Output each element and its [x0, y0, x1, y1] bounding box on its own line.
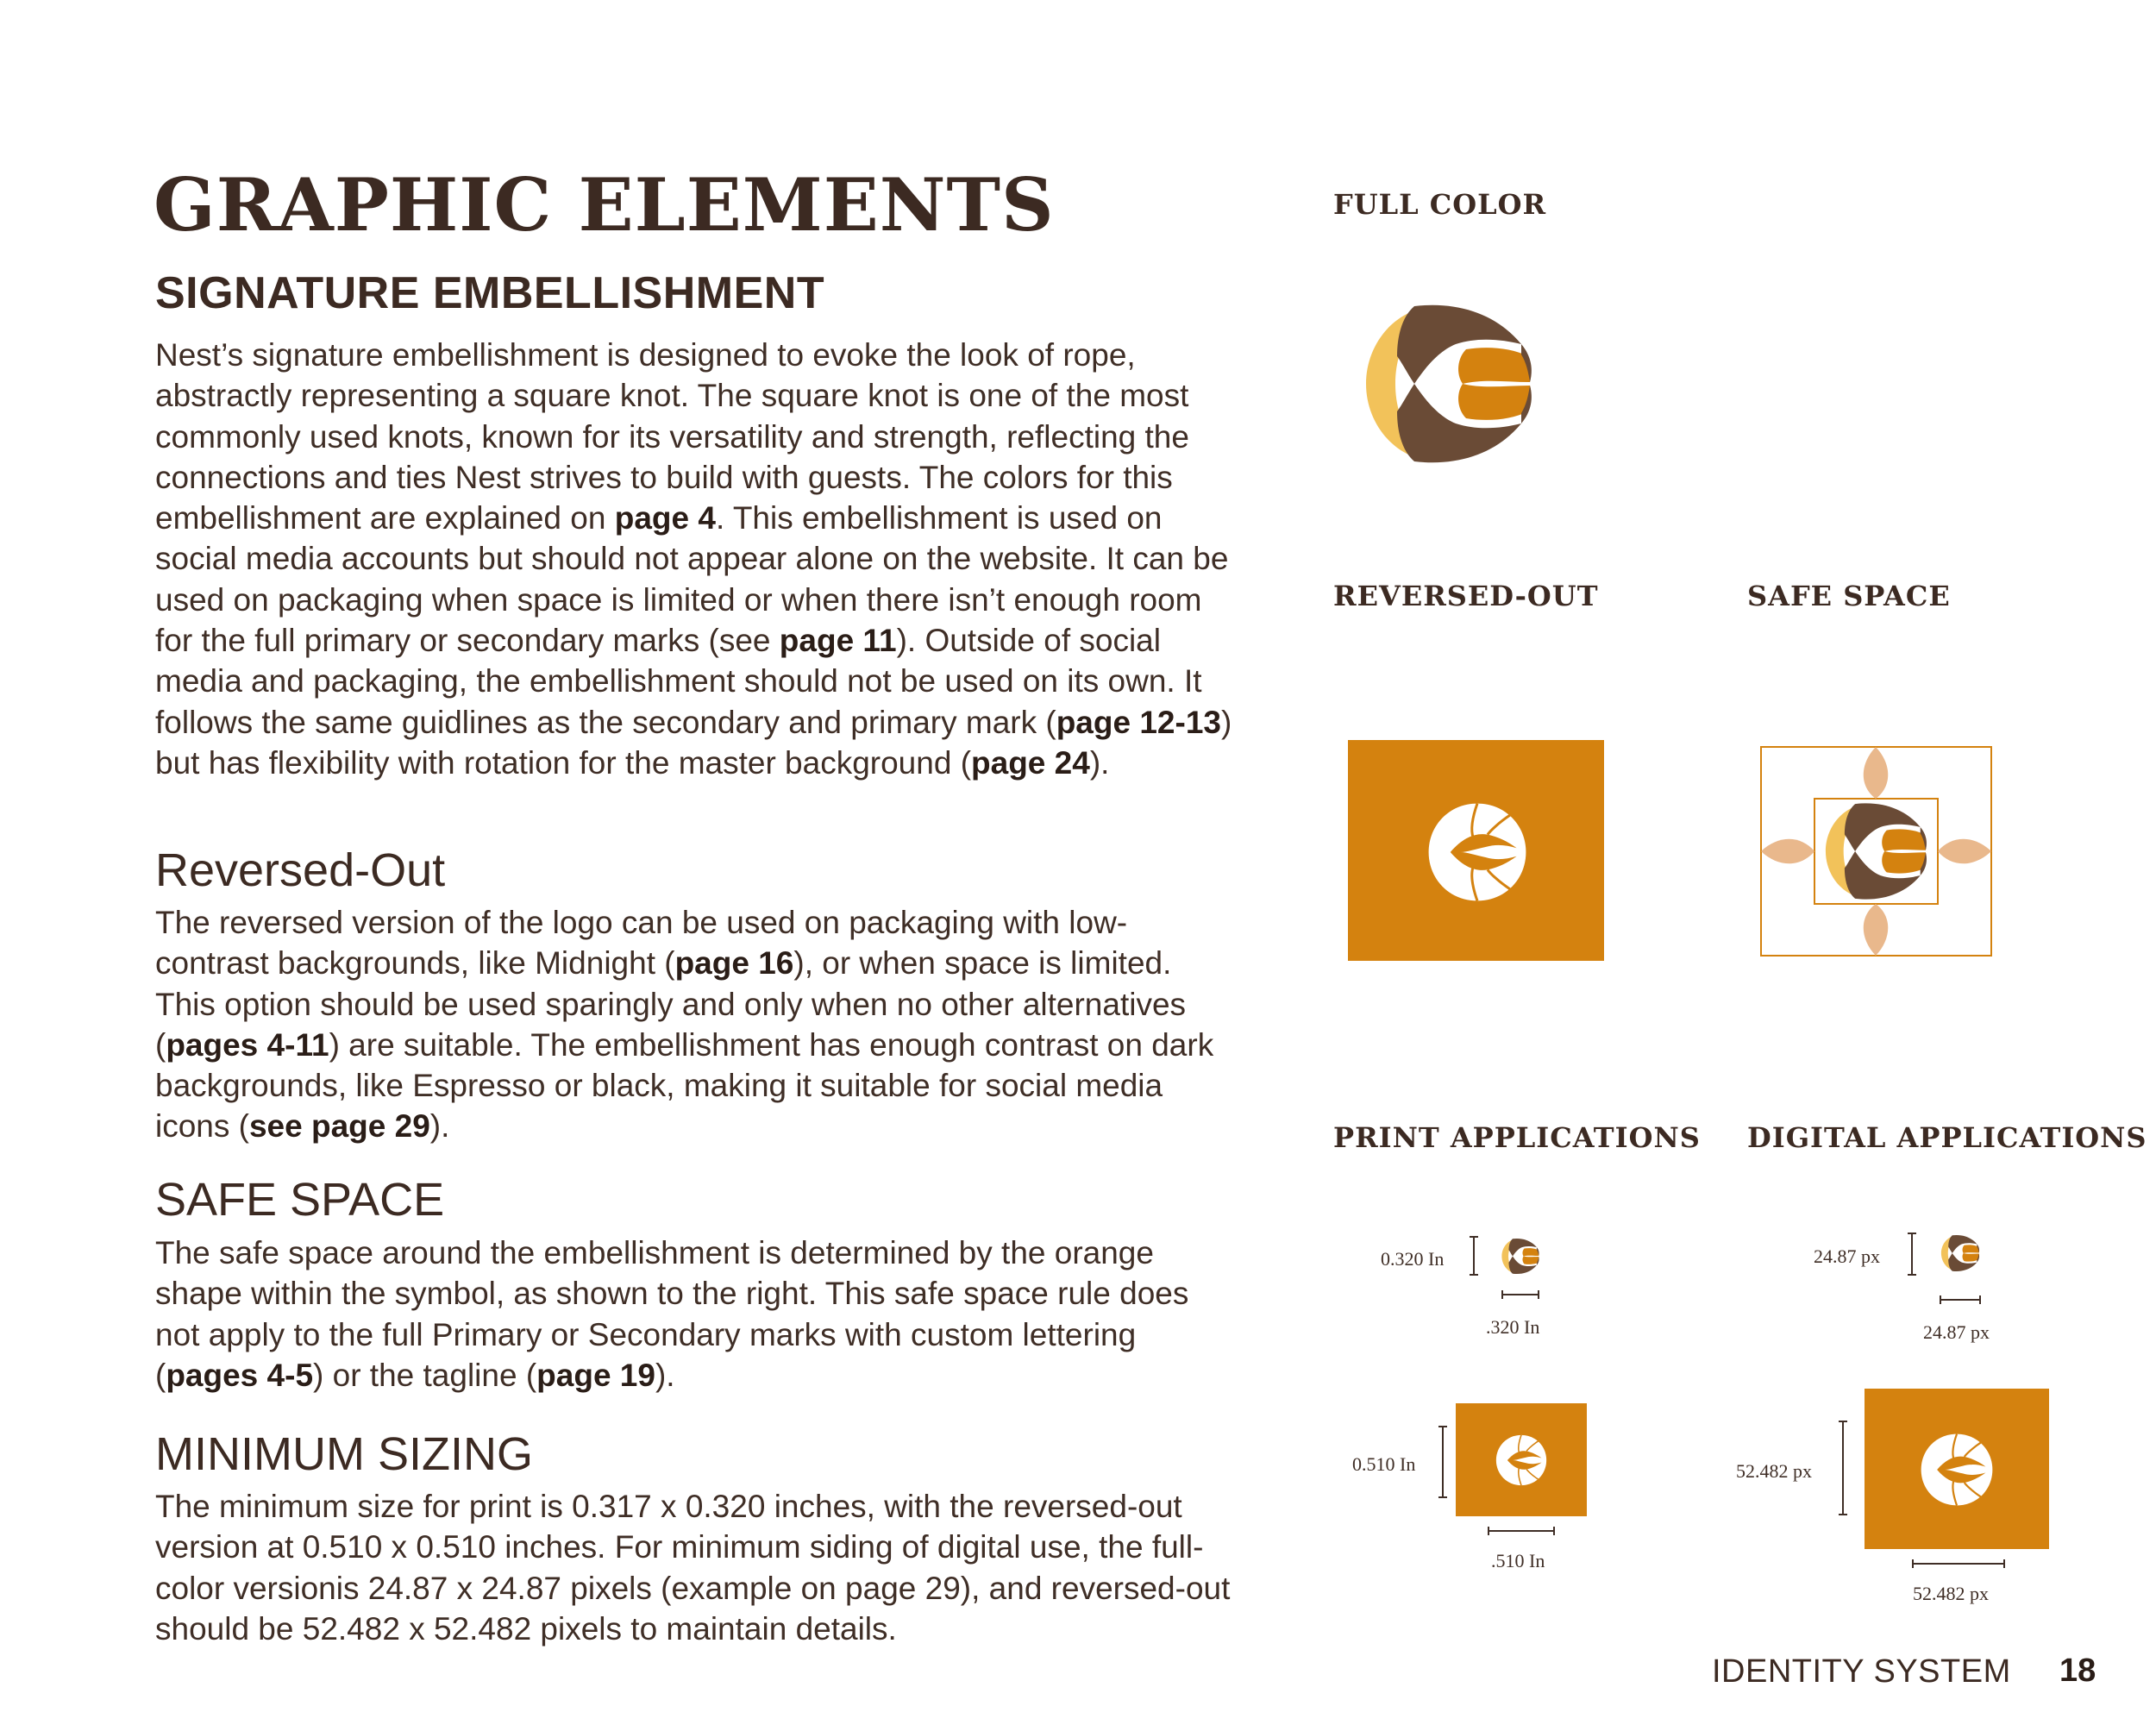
safe-heading: SAFE SPACE [155, 1174, 445, 1226]
full-color-knot-icon [1345, 298, 1552, 470]
page-reference: pages 4-11 [166, 1026, 329, 1063]
full-color-label: FULL COLOR [1333, 188, 1547, 221]
safe-space-label: SAFE SPACE [1747, 580, 1951, 612]
digital-small-width: 24.87 px [1923, 1321, 1990, 1343]
minimum-body: The minimum size for print is 0.317 x 0.320 inches, with the reversed-out version at 0.510 x 0.510 inches. For minimum siding of digital use, the full-color versionis 24.87 x 24.87 pixels (example on page 29), and reversed-out should be 52.482 x 52.482 pixels to maintain details. [155, 1489, 1231, 1647]
footer-title: IDENTITY SYSTEM [1712, 1653, 2011, 1690]
print-large-square [1456, 1403, 1587, 1516]
signature-heading: SIGNATURE EMBELLISHMENT [155, 268, 825, 318]
digital-applications-label: DIGITAL APPLICATIONS [1747, 1121, 2147, 1154]
print-small-knot-icon [1499, 1237, 1542, 1276]
print-small-vbracket [1468, 1235, 1480, 1276]
safe-space-diagram [1758, 743, 1995, 959]
page-reference: page 19 [536, 1357, 655, 1393]
reversed-heading: Reversed-Out [155, 844, 446, 896]
page-reference: page 11 [779, 623, 897, 659]
digital-small-knot-icon [1937, 1233, 1984, 1273]
print-large-height: 0.510 In [1352, 1453, 1416, 1475]
page-reference: pages 4-5 [166, 1357, 314, 1393]
page-reference: page 16 [674, 945, 794, 982]
print-large-width: .510 In [1491, 1550, 1545, 1571]
digital-large-width: 52.482 px [1913, 1583, 1989, 1604]
print-small-hbracket [1501, 1289, 1540, 1301]
digital-small-vbracket [1906, 1232, 1918, 1276]
print-small-width: .320 In [1486, 1316, 1540, 1338]
digital-large-hbracket [1911, 1558, 2006, 1570]
page-title: GRAPHIC ELEMENTS [154, 162, 1055, 248]
page-reference: page 24 [971, 744, 1090, 781]
reversed-knot-icon [1413, 800, 1542, 904]
digital-large-knot-icon [1910, 1432, 2003, 1508]
print-applications-label: PRINT APPLICATIONS [1333, 1121, 1701, 1154]
print-large-knot-icon [1489, 1433, 1554, 1487]
digital-large-height: 52.482 px [1736, 1460, 1812, 1482]
reversed-out-label: REVERSED-OUT [1333, 580, 1599, 612]
page-reference: page 12-13 [1056, 704, 1221, 740]
minimum-heading: MINIMUM SIZING [155, 1428, 533, 1480]
digital-large-vbracket [1837, 1420, 1849, 1516]
page-reference: page 4 [614, 500, 716, 536]
print-large-hbracket [1487, 1525, 1556, 1537]
print-small-height: 0.320 In [1381, 1248, 1445, 1270]
page-reference: see page 29 [248, 1108, 430, 1145]
signature-body: Nest’s signature embellishment is designed to evoke the look of rope, abstractly representing a square knot. The square knot is one of the most commonly used knots, known for its versatility and strength, reflecting the connections and ties Nest strives to build with guests. The colors for this embellishment are explained on page 4. This embellishment is used on social media accounts but should not appear alone on the website. It can be used on packaging when space is limited or when there isn’t enough room for the full primary or secondary marks (see page 11). Outside of social media and packaging, the embellishment should not be used on its own. It follows the same guidlines as the secondary and primary mark (page 12-13) but has flexibility with rotation for the master background (page 24). [155, 337, 1232, 781]
digital-small-height: 24.87 px [1814, 1245, 1880, 1267]
page-number: 18 [2059, 1653, 2096, 1689]
digital-large-square [1865, 1389, 2049, 1549]
print-large-vbracket [1437, 1425, 1449, 1499]
safe-body: The safe space around the embellishment is determined by the orange shape within the symbol, as shown to the right. This safe space rule does not apply to the full Primary or Secondary marks with custom lettering (pages 4-5) or the tagline (page 19). [155, 1235, 1189, 1393]
reversed-body: The reversed version of the logo can be used on packaging with low-contrast backgrounds, like Midnight (page 16), or when space is limited. This option should be used sparingly and only when no other alternatives (pages 4-11) are suitable. The embellishment has enough contrast on dark backgrounds, like Espresso or black, making it suitable for social media icons (see page 29). [155, 905, 1214, 1145]
digital-small-hbracket [1939, 1294, 1982, 1306]
reversed-out-square [1348, 740, 1604, 961]
